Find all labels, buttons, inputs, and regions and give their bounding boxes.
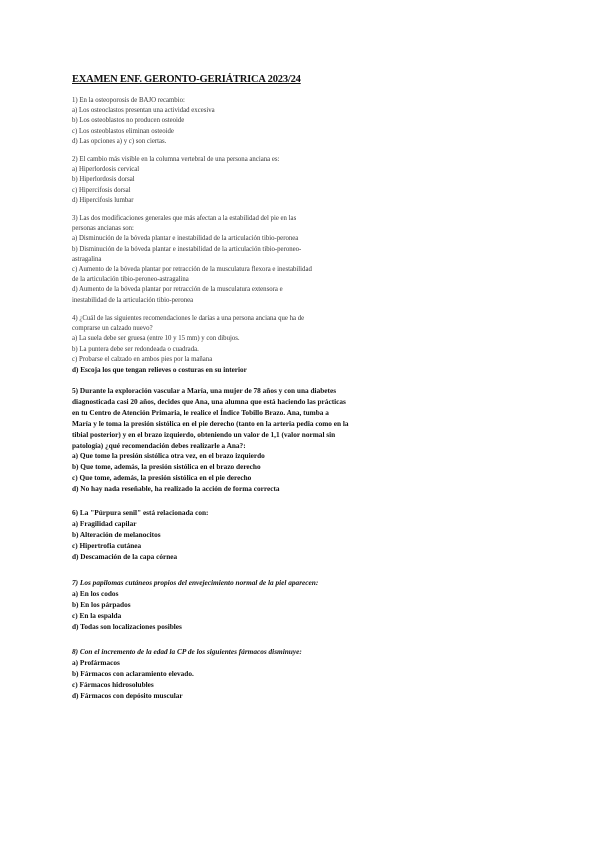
question-3-option-d-line-2: inestabilidad de la articulación tibio-peronea [72, 296, 194, 304]
question-5-option-d: d) No hay nada reseñable, ha realizado la acción de forma correcta [72, 484, 280, 494]
question-2-option-c: c) Hipercifosis dorsal [72, 186, 131, 194]
question-3-option-c-line-2: de la articulación tibio-peroneo-astragalina [72, 276, 189, 284]
question-2-option-a: a) Hiperlordosis cervical [72, 166, 140, 174]
question-3 [72, 214, 542, 306]
question-3-option-b-line-1: b) Disminución de la bóveda plantar e inestabilidad de la articulación tibio-peroneo- [72, 245, 302, 253]
question-3-option-b-line-2: astragalina [72, 255, 102, 263]
question-2-option-d: d) Hipercifosis lumbar [72, 196, 134, 204]
question-2-text: 2) El cambio más visible en la columna vertebral de una persona anciana es: [72, 156, 280, 163]
question-8-option-b: b) Fármacos con aclaramiento elevado. [72, 668, 194, 678]
question-7-option-c: c) En la espalda [72, 610, 122, 620]
question-1-option-c: c) Los osteoblastos eliminan osteoide [72, 127, 174, 135]
question-6-option-b: b) Alteración de melanocitos [72, 529, 161, 539]
question-8 [72, 647, 542, 702]
question-3-option-c-line-1: c) Aumento de la bóveda plantar por retracción de la musculatura flexora e inestabilidad [72, 266, 312, 274]
question-1 [72, 96, 542, 147]
question-5-option-b: b) Que tome, además, la presión sistólica en el brazo derecho [72, 462, 261, 472]
question-3-text-line-1: 3) Las dos modificaciones generales que más afectan a la estabilidad del pie en las [72, 215, 297, 222]
question-5-text-line-4: María y le toma la presión sistólica en el pie derecho (tanto en la arteria pedia como en la [72, 418, 349, 428]
question-4-option-d: d) Escoja los que tengan relieves o costuras en su interior [72, 366, 247, 375]
question-1-option-a: a) Los osteoclastos presentan una actividad excesiva [72, 107, 215, 115]
question-1-option-d: d) Las opciones a) y c) son ciertas. [72, 137, 167, 145]
question-6-option-d: d) Descamación de la capa córnea [72, 551, 178, 561]
question-8-option-d: d) Fármacos con depósito muscular [72, 690, 183, 700]
question-4 [72, 314, 542, 375]
question-8-option-a: a) Profármacos [72, 657, 120, 667]
question-6 [72, 508, 542, 563]
question-2 [72, 155, 542, 206]
question-7-text: 7) Los papilomas cutáneos propios del envejecimiento normal de la piel aparecen: [72, 578, 319, 587]
question-4-text-line-2: comprarse un calzado nuevo? [72, 325, 153, 333]
question-5-text-line-2: diagnosticada casi 20 años, decides que Ana, una alumna que está haciendo las prácticas [72, 396, 346, 406]
question-7-option-a: a) En los codos [72, 588, 119, 598]
exam-title: EXAMEN ENF. GERONTO-GERIÁTRICA 2023/24 [72, 74, 301, 85]
question-5-text-line-6: patología) ¿qué recomendación debes realizarle a Ana?: [72, 440, 246, 450]
question-1-option-b: b) Los osteoblastos no producen osteoide [72, 117, 185, 125]
question-1-text: 1) En la osteoporosis de BAJO recambio: [72, 97, 185, 104]
question-5-option-a: a) Que tome la presión sistólica otra vez, en el brazo izquierdo [72, 451, 265, 461]
question-6-option-c: c) Hipertrofia cutánea [72, 540, 142, 550]
question-7-option-d: d) Todas son localizaciones posibles [72, 621, 182, 631]
question-8-text: 8) Con el incremento de la edad la CP de los siguientes fármacos disminuye: [72, 647, 302, 656]
question-4-text-line-1: 4) ¿Cuál de las siguientes recomendaciones le darías a una persona anciana que ha de [72, 315, 305, 322]
question-3-text-line-2: personas ancianas son: [72, 225, 134, 233]
question-6-option-a: a) Fragilidad capilar [72, 518, 137, 528]
question-4-option-a: a) La suela debe ser gruesa (entre 10 y 15 mm) y con dibujos. [72, 335, 240, 343]
question-4-option-c: c) Probarse el calzado en ambos pies por la mañana [72, 355, 213, 363]
question-3-option-d-line-1: d) Aumento de la bóveda plantar por retracción de la musculatura extensora e [72, 286, 283, 294]
question-2-option-b: b) Hiperlordosis dorsal [72, 176, 135, 184]
question-5-text-line-5: tibial posterior) y en el brazo izquierdo, obteniendo un valor de 1,1 (valor normal sin [72, 429, 336, 439]
question-4-option-b: b) La puntera debe ser redondeada o cuadrada. [72, 345, 199, 353]
question-3-option-a: a) Disminución de la bóveda plantar e inestabilidad de la articulación tibio-peronea [72, 235, 299, 243]
question-7 [72, 578, 542, 633]
question-8-option-c: c) Fármacos hidrosolubles [72, 679, 154, 689]
question-5-text-line-3: en tu Centro de Atención Primaria, le realice el Índice Tobillo Brazo. Ana, tumba a [72, 407, 329, 417]
question-5 [72, 386, 542, 495]
question-7-option-b: b) En los párpados [72, 599, 131, 609]
question-5-option-c: c) Que tome, además, la presión sistólica en el pie derecho [72, 473, 252, 483]
question-6-text: 6) La "Púrpura senil" está relacionada con: [72, 508, 209, 517]
question-5-text-line-1: 5) Durante la exploración vascular a María, una mujer de 78 años y con una diabetes [72, 386, 337, 395]
